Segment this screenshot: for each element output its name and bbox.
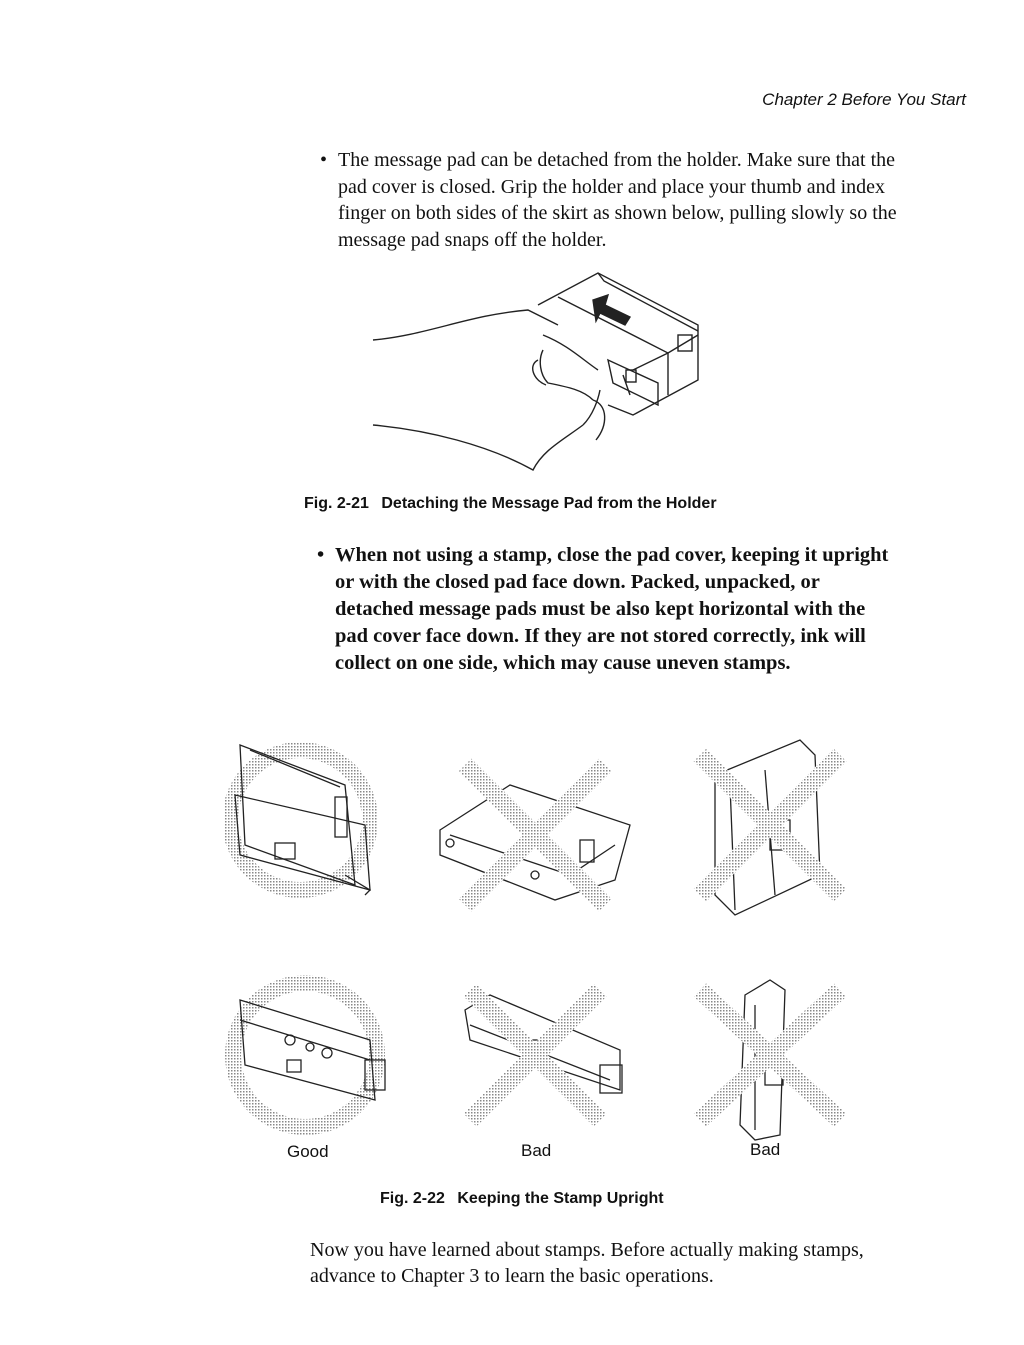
closing-paragraph: Now you have learned about stamps. Before actually making stamps, advance to Chapter 3 to learn the basic operations. xyxy=(310,1239,864,1287)
fig-2-22-title: Keeping the Stamp Upright xyxy=(457,1190,664,1207)
detach-instruction-paragraph xyxy=(320,147,898,253)
bullet: • xyxy=(317,544,325,566)
chapter-header: Chapter 2 Before You Start xyxy=(762,90,966,109)
bad-label-1: Bad xyxy=(521,1141,552,1160)
fig-2-22-number: Fig. 2-22 xyxy=(380,1190,445,1207)
fig-2-21-number: Fig. 2-21 xyxy=(304,495,369,512)
bad-label-2: Bad xyxy=(750,1140,781,1159)
bad-on-end-example xyxy=(700,980,840,1140)
storage-warning-paragraph xyxy=(317,542,895,677)
good-face-down-example xyxy=(233,983,385,1127)
fig-2-22-caption xyxy=(380,1190,664,1208)
detach-instruction-text: The message pad can be detached from the holder. Make sure that the pad cover is closed. Grip the holder and place your thumb and index finger on both sides of the skirt as shown below, pulling slowly so the message pad snaps off the holder. xyxy=(338,149,897,251)
detach-illustration xyxy=(368,265,728,480)
good-upright-example xyxy=(230,745,370,895)
bad-face-up-example xyxy=(465,990,622,1120)
good-label: Good xyxy=(287,1142,329,1161)
bullet: • xyxy=(320,149,328,171)
fig-2-21-caption xyxy=(304,495,717,513)
stamp-orientation-grid xyxy=(225,725,865,1145)
bad-side-example xyxy=(700,740,840,915)
bad-tilted-example xyxy=(440,765,630,905)
storage-warning-text: When not using a stamp, close the pad cover, keeping it upright or with the closed pad face down. Packed, unpacked, or detached message pads must be also kept horizontal with the pad cover face down. If they are not stored correctly, ink will collect on one side, which may cause uneven stamps. xyxy=(335,544,889,674)
fig-2-21-title: Detaching the Message Pad from the Holder xyxy=(381,495,717,512)
